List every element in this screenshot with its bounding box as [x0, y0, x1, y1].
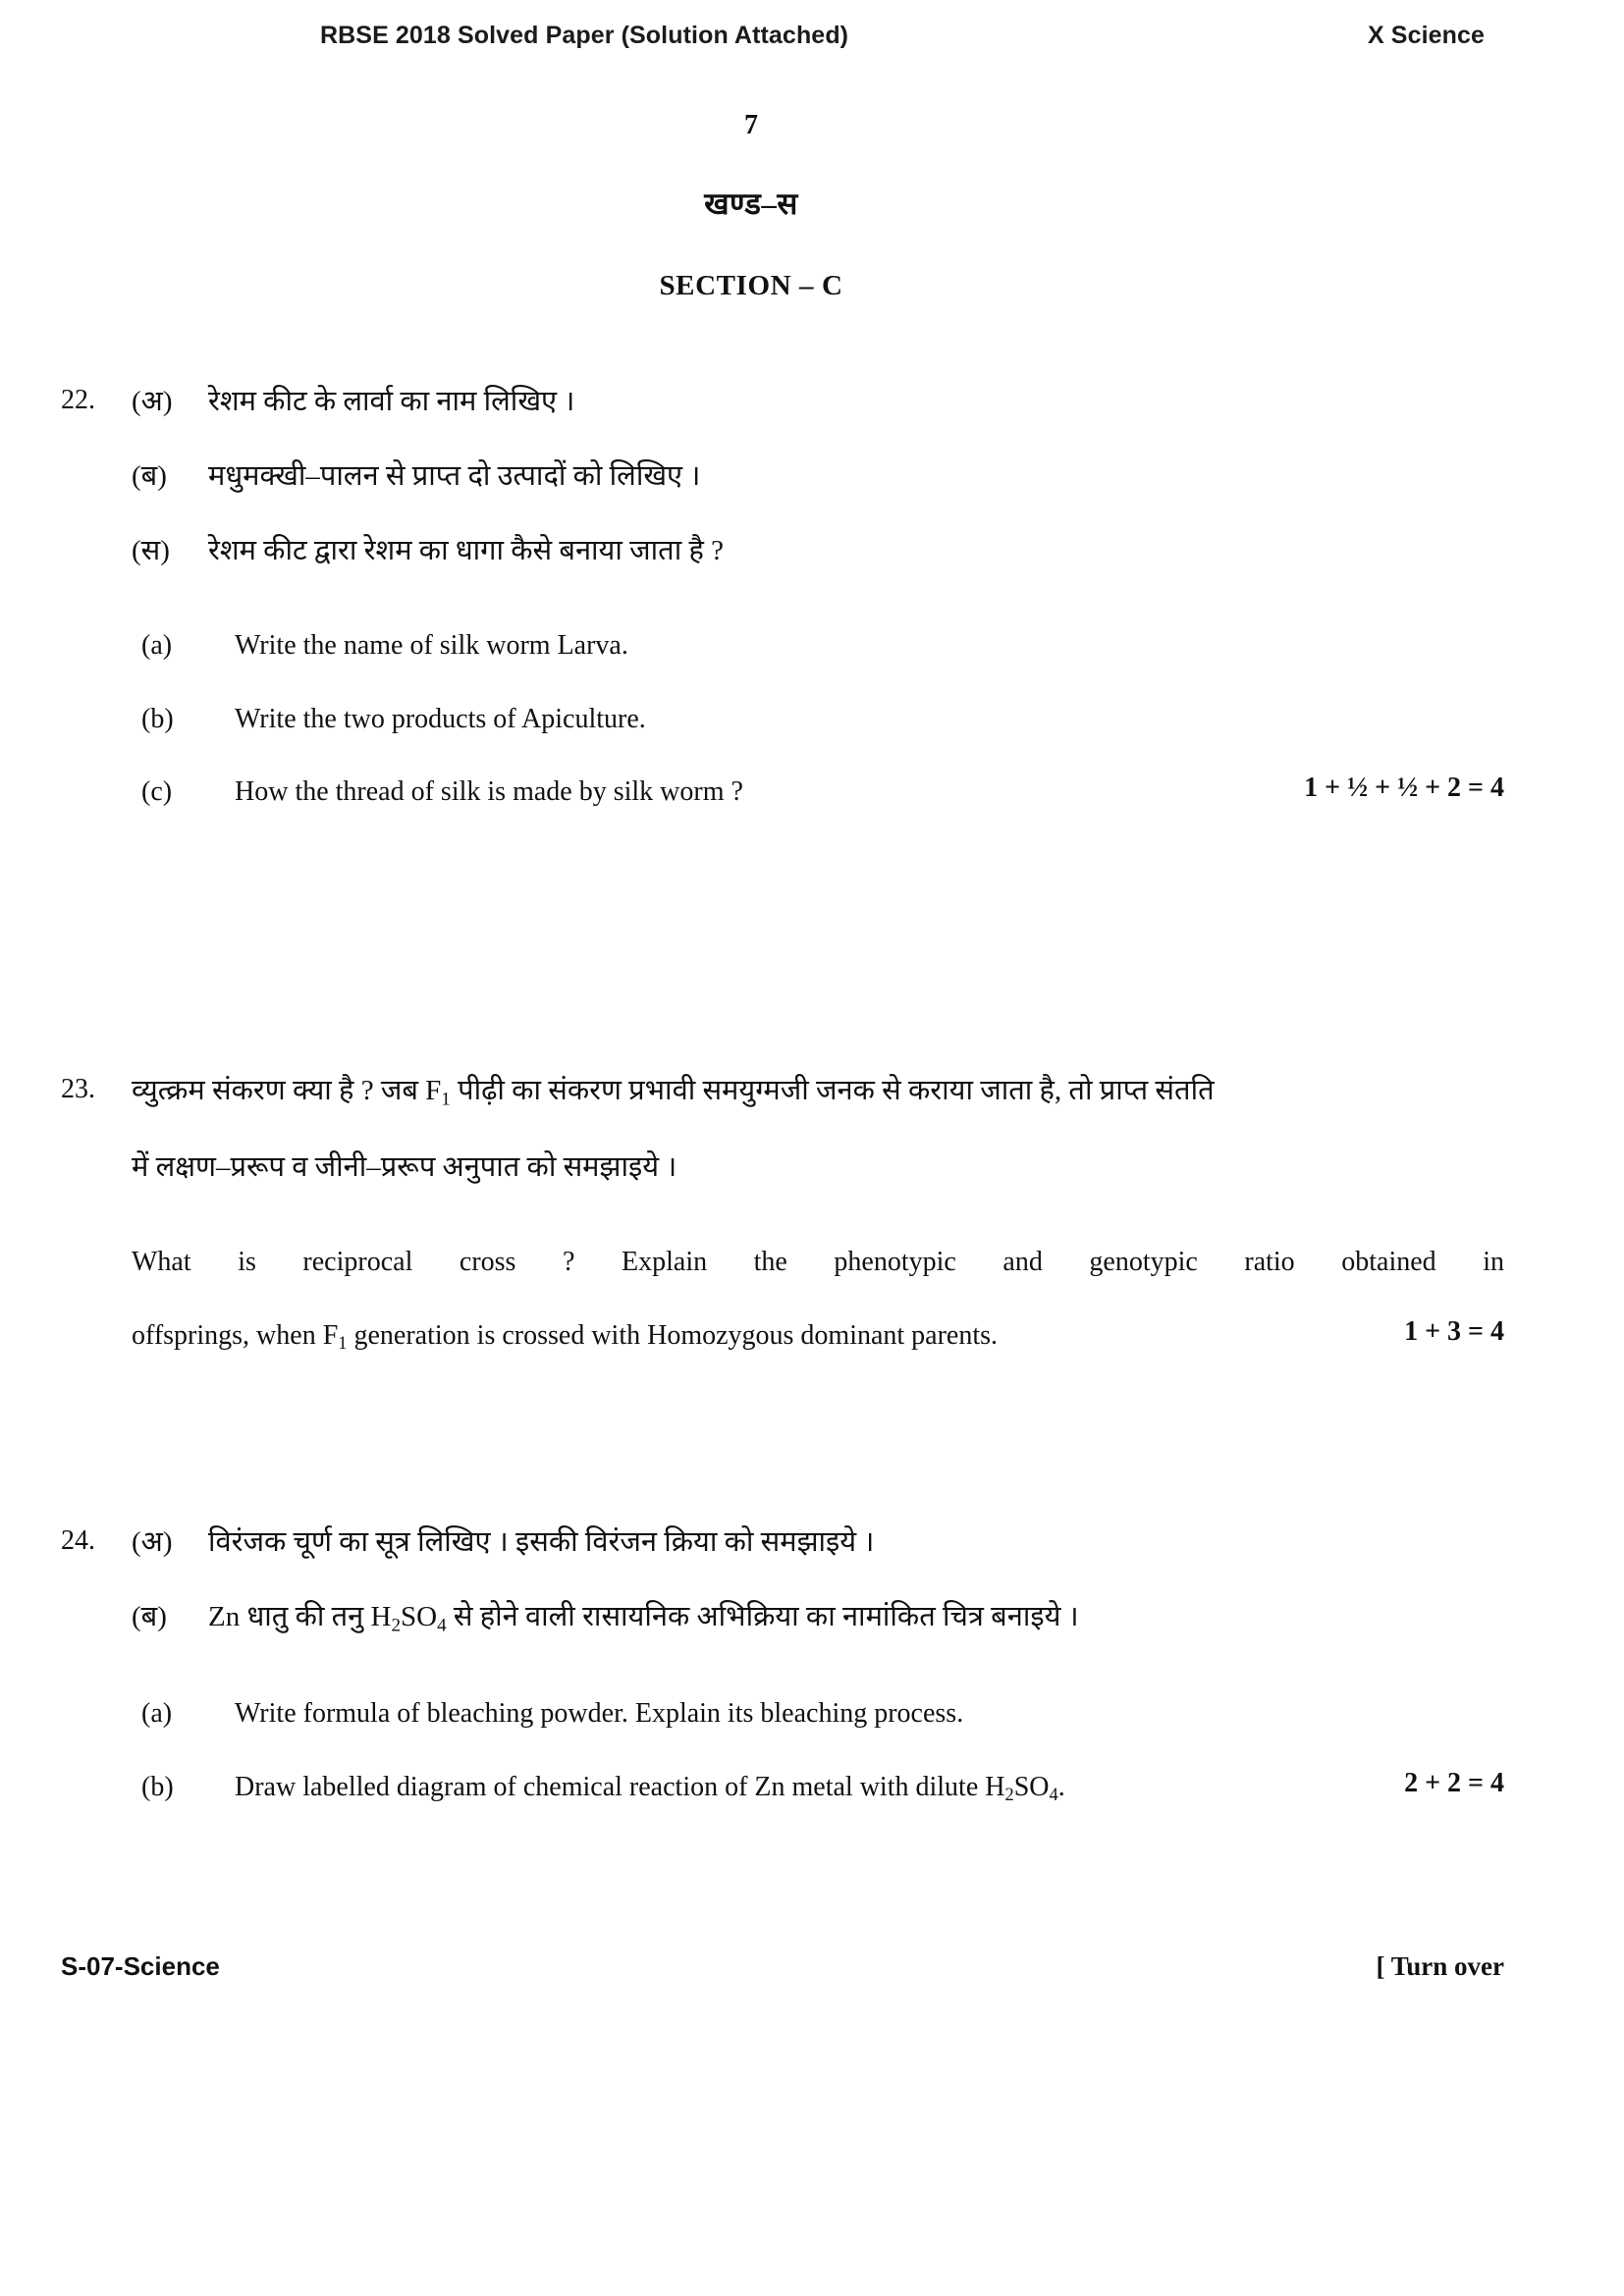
part-label: (b): [141, 1771, 174, 1802]
question-23-hindi-line-1: [61, 1070, 1504, 1113]
question-22-part-a-hi: [61, 381, 1504, 422]
question-24-number: 24.: [61, 1525, 95, 1556]
part-text: रेशम कीट के लार्वा का नाम लिखिए ।: [208, 386, 575, 417]
english-text-c: .: [1057, 1771, 1065, 1802]
spacer: [61, 1735, 1504, 1768]
question-24: [61, 1522, 1504, 1808]
part-text: विरंजक चूर्ण का सूत्र लिखिए । इसकी विरंजन क्रिया को समझाइये ।: [208, 1526, 875, 1558]
spacer: [61, 1188, 1504, 1243]
hindi-text-a: व्युत्क्रम संकरण क्या है ? जब F: [132, 1075, 442, 1106]
part-label: (b): [141, 703, 174, 734]
question-23: [61, 1070, 1504, 1357]
question-22-part-c-hi: [61, 530, 1504, 571]
header-title: RBSE 2018 Solved Paper (Solution Attached): [320, 22, 849, 49]
english-text-a: Draw labelled diagram of chemical reaction of Zn metal with dilute H: [235, 1771, 1005, 1802]
part-text: मधुमक्खी–पालन से प्राप्त दो उत्पादों को लिखिए ।: [208, 460, 701, 493]
subscript-2: 2: [391, 1615, 402, 1636]
page-header: [147, 22, 1502, 50]
question-22: [61, 381, 1504, 813]
spacer: [61, 571, 1504, 626]
question-23-english-line-1: [61, 1243, 1504, 1283]
formula-so: SO: [401, 1601, 438, 1633]
page-footer: [61, 1951, 1504, 1982]
part-text: [208, 1596, 1504, 1639]
question-22-part-b-hi: [61, 455, 1504, 497]
part-text: Write the name of silk worm Larva.: [235, 630, 628, 662]
question-23-hindi-text-line-1: [132, 1070, 1504, 1113]
part-label: (अ): [132, 386, 173, 417]
spacer: [61, 667, 1504, 700]
hindi-text-b: पीढ़ी का संकरण प्रभावी समयुग्मजी जनक से कराया जाता है, तो प्राप्त संतति: [450, 1075, 1215, 1106]
section-heading-english: SECTION – C: [659, 270, 843, 301]
question-23-marks: 1 + 3 = 4: [1404, 1315, 1504, 1347]
footer-paper-code: S-07-Science: [61, 1951, 220, 1981]
part-label: (a): [141, 1698, 173, 1730]
part-text: How the thread of silk is made by silk worm ?: [235, 776, 743, 808]
question-23-number: 23.: [61, 1074, 95, 1104]
hindi-text-c: से होने वाली रासायनिक अभिक्रिया का नामांकित चित्र बनाइये ।: [446, 1601, 1079, 1633]
part-label: (c): [141, 776, 173, 808]
hindi-text-a: Zn धातु की तनु H: [208, 1601, 392, 1633]
part-label: (ब): [132, 1601, 167, 1633]
subscript-1: 1: [441, 1089, 451, 1110]
section-heading-hindi: खण्ड–स: [704, 187, 798, 221]
part-text: Write the two products of Apiculture.: [235, 703, 646, 734]
part-label: (स): [132, 535, 170, 567]
subscript-2: 2: [1004, 1784, 1014, 1804]
question-22-part-c-en: [61, 773, 1504, 813]
spacer: [61, 1283, 1504, 1316]
formula-so: SO: [1013, 1771, 1050, 1802]
question-24-part-b-en: [61, 1768, 1504, 1808]
part-text: [235, 1768, 1379, 1808]
question-24-marks: 2 + 2 = 4: [1404, 1767, 1504, 1798]
part-label: (अ): [132, 1526, 173, 1558]
question-23-english-text-line-1: What is reciprocal cross ? Explain the phenotypic and genotypic ratio obtained in: [132, 1247, 1504, 1278]
question-22-part-a-en: [61, 626, 1504, 667]
question-24-part-a-hi: [61, 1522, 1504, 1563]
question-24-part-a-en: [61, 1694, 1504, 1735]
question-23-hindi-line-2: [61, 1147, 1504, 1188]
part-text: Write formula of bleaching powder. Explain its bleaching process.: [235, 1698, 964, 1730]
page-number: 7: [744, 110, 758, 140]
spacer: [61, 1113, 1504, 1147]
question-23-english-text-line-2: [132, 1316, 1379, 1357]
spacer: [61, 497, 1504, 530]
spacer: [61, 739, 1504, 773]
spacer: [61, 1639, 1504, 1694]
question-24-part-b-hi: [61, 1596, 1504, 1639]
question-23-english-line-2: [61, 1316, 1504, 1357]
spacer: [61, 422, 1504, 455]
part-label: (ब): [132, 460, 167, 493]
header-subject: X Science: [1367, 22, 1485, 49]
subscript-4: 4: [437, 1615, 447, 1636]
spacer: [61, 1563, 1504, 1596]
english-text-a: offsprings, when F: [132, 1319, 339, 1351]
footer-turn-over: [ Turn over: [1376, 1951, 1504, 1981]
english-text-b: generation is crossed with Homozygous dominant parents.: [347, 1319, 999, 1351]
question-22-number: 22.: [61, 385, 95, 415]
question-23-hindi-text-line-2: में लक्षण–प्ररूप व जीनी–प्ररूप अनुपात को समझाइये ।: [132, 1151, 677, 1184]
subscript-1: 1: [338, 1332, 348, 1353]
part-label: (a): [141, 630, 173, 662]
subscript-4: 4: [1049, 1784, 1058, 1804]
part-text: रेशम कीट द्वारा रेशम का धागा कैसे बनाया जाता है ?: [208, 535, 724, 567]
question-22-marks: 1 + ½ + ½ + 2 = 4: [1304, 773, 1504, 804]
question-22-part-b-en: [61, 700, 1504, 740]
